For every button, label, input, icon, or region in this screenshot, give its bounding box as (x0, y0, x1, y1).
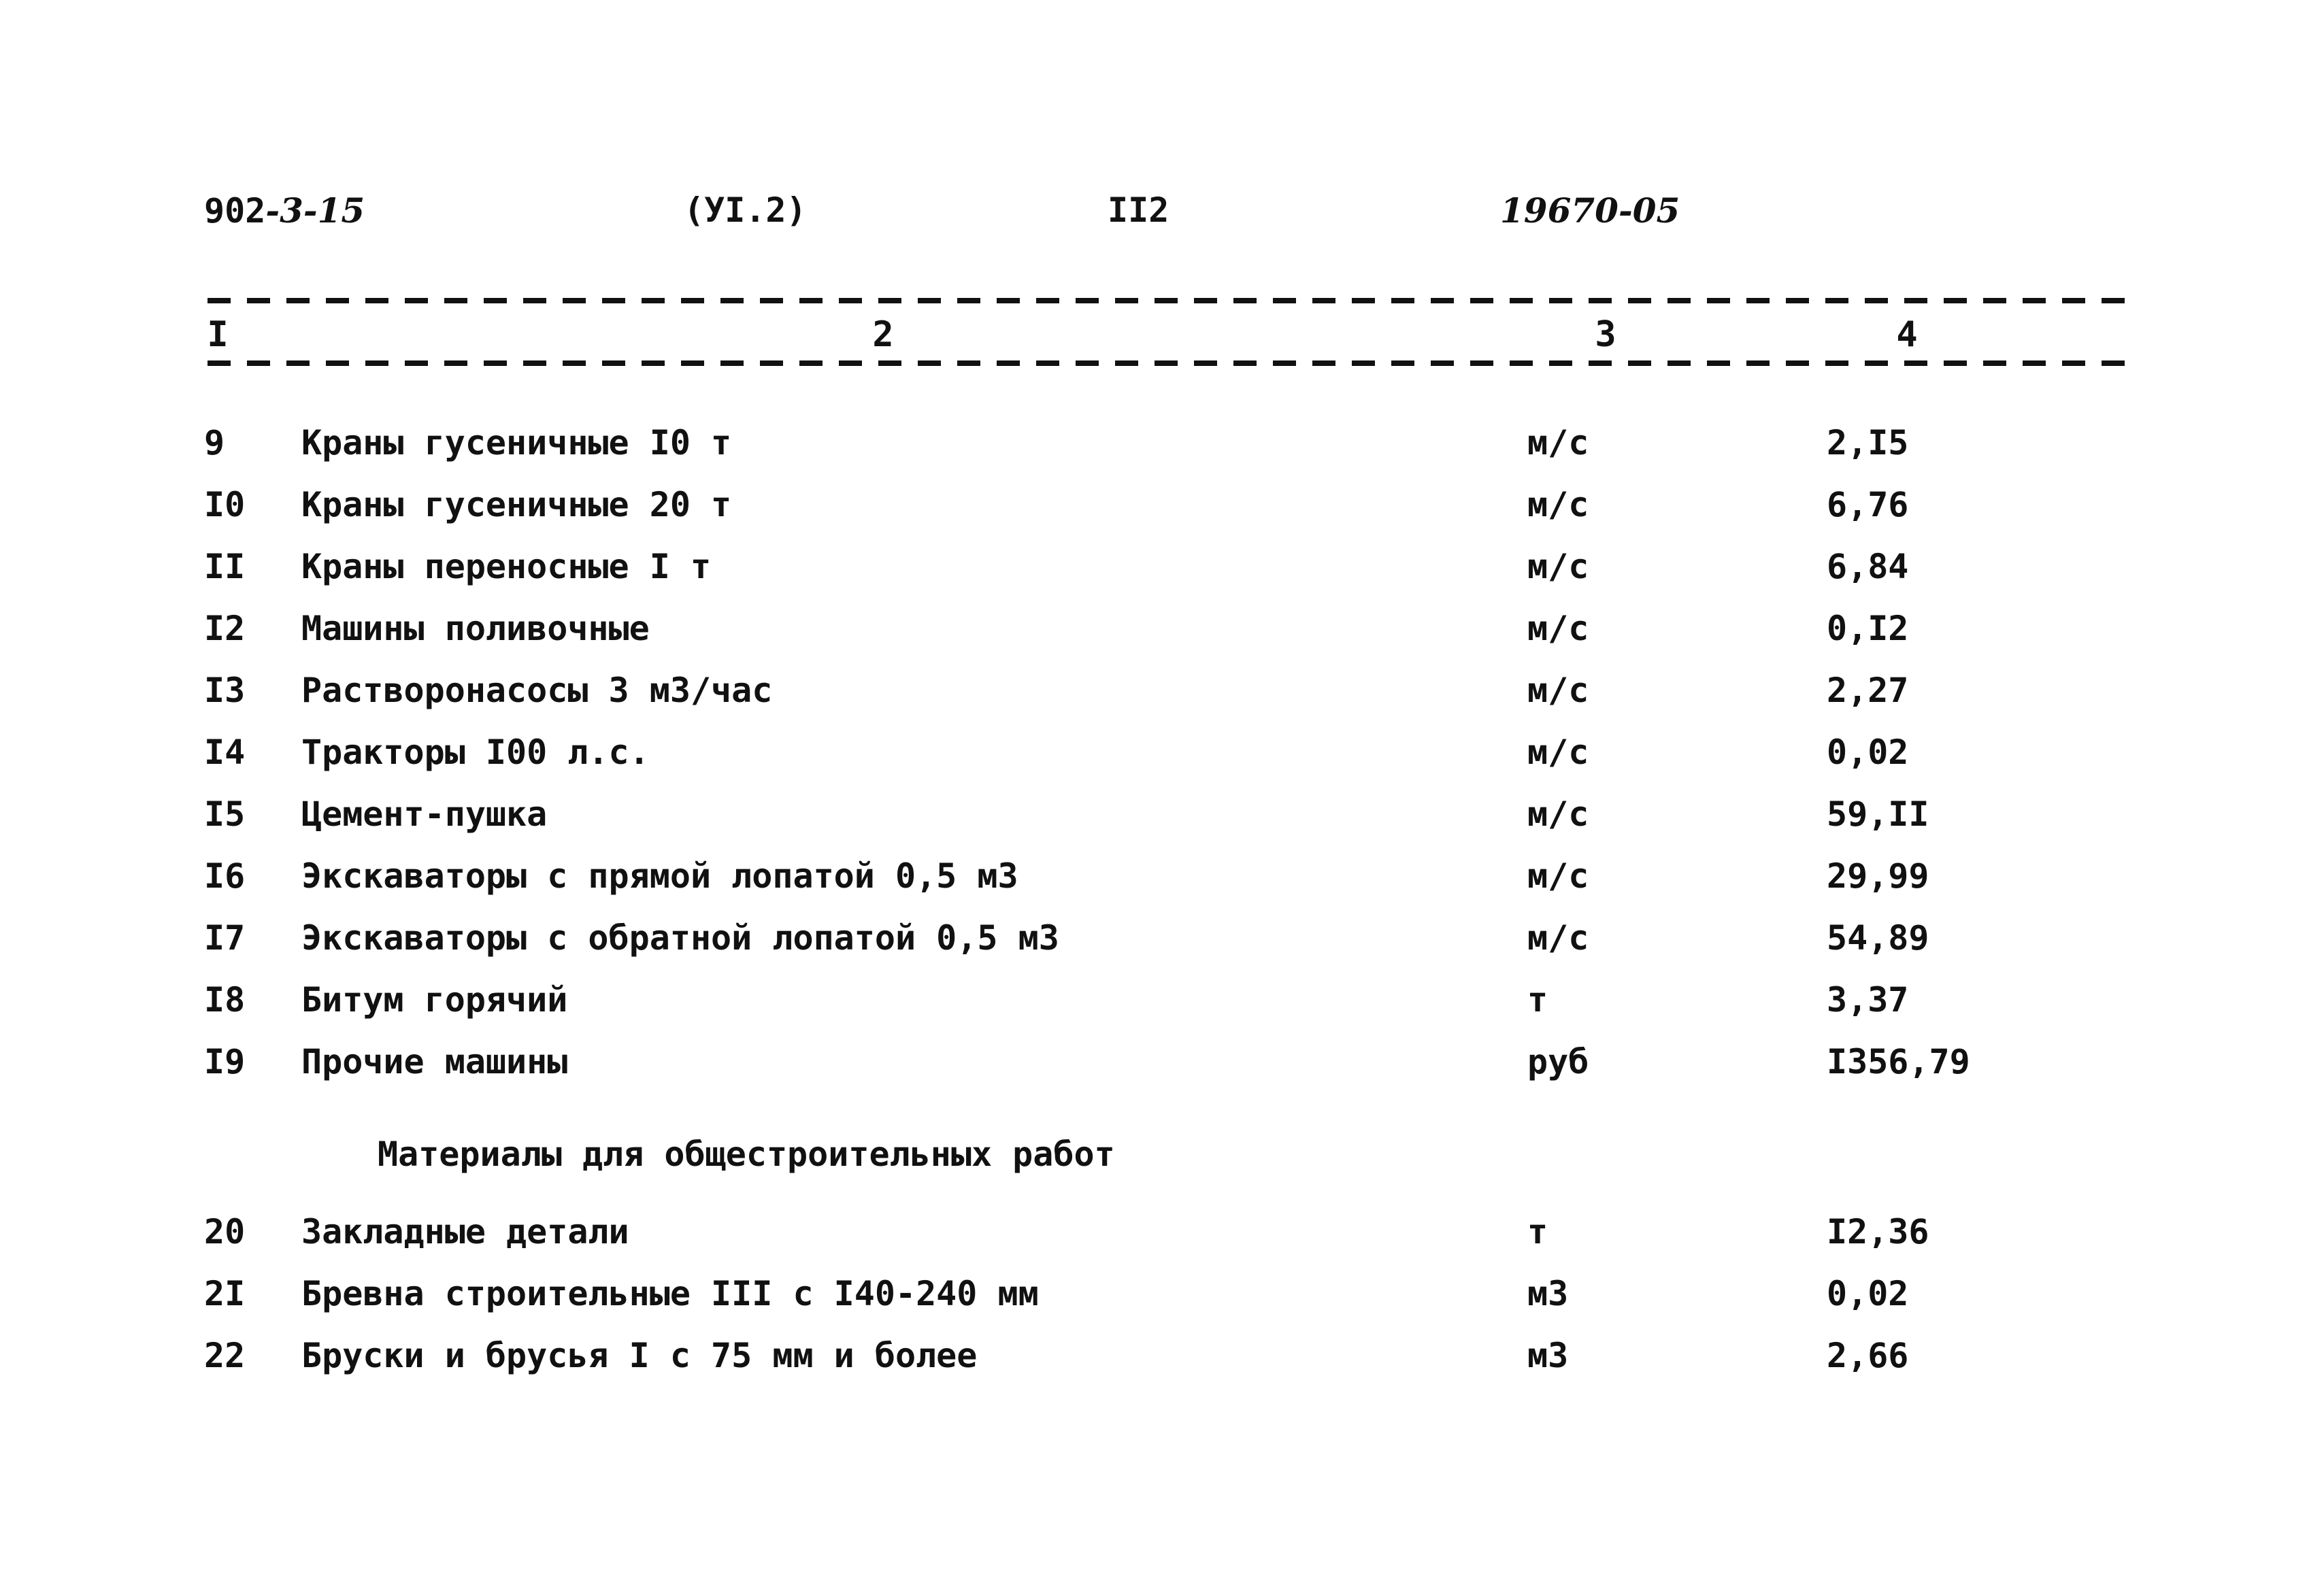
row-name: Машины поливочные (301, 609, 650, 648)
row-name: Прочие машины (301, 1042, 568, 1081)
row-name: Тракторы I00 л.с. (301, 733, 650, 772)
row-value: 0,I2 (1827, 609, 1909, 648)
table-row (0, 1042, 2324, 1096)
document-code-printed: 902 (204, 191, 266, 231)
row-name: Бревна строительные III с I40-240 мм (301, 1274, 1039, 1313)
document-code (204, 190, 365, 231)
row-unit: м/с (1527, 485, 1589, 524)
row-value: 29,99 (1827, 856, 1929, 896)
page-number: II2 (1108, 190, 1169, 230)
section-code: (УI.2) (684, 190, 807, 230)
row-unit: м3 (1527, 1336, 1569, 1375)
row-name: Краны гусеничные I0 т (301, 423, 732, 463)
table-row (0, 1274, 2324, 1328)
row-name: Экскаваторы с обратной лопатой 0,5 м3 (301, 918, 1059, 958)
row-name: Экскаваторы с прямой лопатой 0,5 м3 (301, 856, 1018, 896)
row-name: Закладные детали (301, 1212, 629, 1252)
divider-bottom (208, 360, 2126, 366)
table-row (0, 609, 2324, 663)
row-name: Краны переносные I т (301, 547, 712, 586)
table-row (0, 918, 2324, 973)
row-unit: м/с (1527, 733, 1589, 772)
row-unit: м3 (1527, 1274, 1569, 1313)
row-unit: т (1527, 980, 1548, 1020)
table-row (0, 485, 2324, 539)
row-name: Растворонасосы 3 м3/час (301, 671, 773, 710)
row-unit: м/с (1527, 547, 1589, 586)
row-unit: т (1527, 1212, 1548, 1252)
row-value: 59,II (1827, 794, 1929, 834)
row-number: I2 (204, 609, 246, 648)
row-unit: руб (1527, 1042, 1589, 1081)
section-heading: Материалы для общестроительных работ (378, 1135, 1115, 1174)
document-code-handwritten: -3-15 (265, 190, 365, 231)
row-number: I4 (204, 733, 246, 772)
column-header-4: 4 (1896, 314, 1918, 355)
row-value: I356,79 (1827, 1042, 1970, 1081)
table-row (0, 671, 2324, 725)
row-value: 2,66 (1827, 1336, 1909, 1375)
row-value: 6,76 (1827, 485, 1909, 524)
row-value: 6,84 (1827, 547, 1909, 586)
column-header-3: 3 (1595, 314, 1616, 355)
row-unit: м/с (1527, 918, 1589, 958)
row-name: Краны гусеничные 20 т (301, 485, 732, 524)
row-name: Бруски и брусья I с 75 мм и более (301, 1336, 978, 1375)
table-row (0, 794, 2324, 849)
row-value: 54,89 (1827, 918, 1929, 958)
row-value: I2,36 (1827, 1212, 1929, 1252)
row-number: I9 (204, 1042, 246, 1081)
row-value: 0,02 (1827, 733, 1909, 772)
row-number: II (204, 547, 246, 586)
row-number: I8 (204, 980, 246, 1020)
row-number: I0 (204, 485, 246, 524)
row-number: I5 (204, 794, 246, 834)
row-unit: м/с (1527, 856, 1589, 896)
row-number: 2I (204, 1274, 246, 1313)
table-row (0, 423, 2324, 477)
row-number: 20 (204, 1212, 246, 1252)
document-number: 19670-05 (1500, 190, 1680, 231)
row-number: I6 (204, 856, 246, 896)
row-unit: м/с (1527, 671, 1589, 710)
table-row (0, 1212, 2324, 1266)
table-row (0, 547, 2324, 601)
column-header-2: 2 (872, 314, 894, 355)
row-unit: м/с (1527, 423, 1589, 463)
row-number: 22 (204, 1336, 246, 1375)
column-header-1: I (207, 314, 229, 355)
row-name: Цемент-пушка (301, 794, 548, 834)
table-row (0, 980, 2324, 1035)
row-name: Битум горячий (301, 980, 568, 1020)
row-unit: м/с (1527, 609, 1589, 648)
row-number: 9 (204, 423, 225, 463)
row-value: 2,27 (1827, 671, 1909, 710)
row-value: 0,02 (1827, 1274, 1909, 1313)
divider-top (208, 298, 2126, 303)
row-value: 2,I5 (1827, 423, 1909, 463)
table-row (0, 856, 2324, 911)
table-row (0, 1336, 2324, 1390)
table-row (0, 733, 2324, 787)
row-value: 3,37 (1827, 980, 1909, 1020)
row-number: I3 (204, 671, 246, 710)
row-unit: м/с (1527, 794, 1589, 834)
row-number: I7 (204, 918, 246, 958)
